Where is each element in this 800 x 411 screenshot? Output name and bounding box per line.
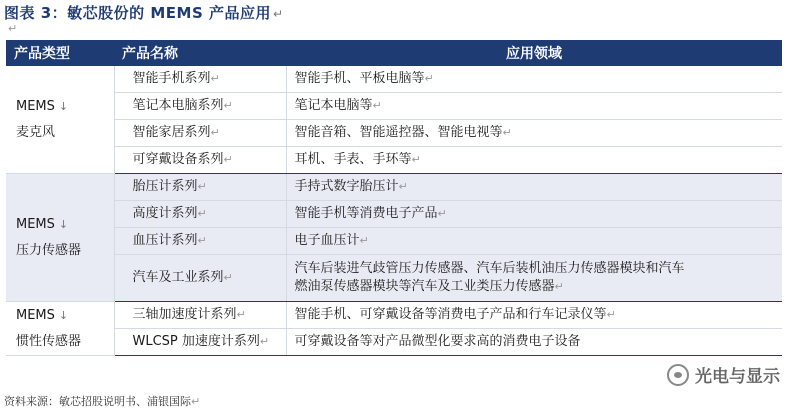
category-line1: MEMS bbox=[16, 307, 55, 323]
table-row bbox=[6, 93, 782, 120]
watermark bbox=[663, 360, 784, 389]
category-line1: MEMS bbox=[16, 216, 55, 232]
para-mark: ↓ bbox=[58, 217, 69, 231]
product-cell: 笔记本电脑系列↵ bbox=[114, 93, 286, 120]
page-title bbox=[4, 2, 284, 23]
product-cell: 智能家居系列↵ bbox=[114, 120, 286, 147]
table-row bbox=[6, 255, 782, 302]
product-cell: 胎压计系列↵ bbox=[114, 174, 286, 201]
para-mark: ↵ bbox=[8, 22, 18, 35]
product-cell: 三轴加速度计系列↵ bbox=[114, 302, 286, 329]
title-text: 图表 3：敏芯股份的 MEMS 产品应用 bbox=[4, 4, 272, 22]
application-cell: 智能手机等消费电子产品↵ bbox=[286, 201, 782, 228]
category-cell bbox=[6, 66, 114, 174]
table-row bbox=[6, 201, 782, 228]
table-header-row bbox=[6, 40, 782, 66]
header-product-type: 产品类型 bbox=[6, 40, 114, 66]
application-cell: 汽车后装进气歧管压力传感器、汽车后装机油压力传感器模块和汽车 燃油泵传感器模块等汽车及工业类压力传感器↵ bbox=[286, 255, 782, 302]
source-text: 资料来源：敏芯招股说明书、浦银国际 bbox=[4, 395, 191, 408]
table-row bbox=[6, 120, 782, 147]
category-line2: 惯性传感器 bbox=[16, 333, 82, 349]
product-cell: 高度计系列↵ bbox=[114, 201, 286, 228]
table-row bbox=[6, 228, 782, 255]
category-line2: 麦克风 bbox=[16, 124, 56, 140]
product-cell: 血压计系列↵ bbox=[114, 228, 286, 255]
application-cell: 可穿戴设备等对产品微型化要求高的消费电子设备 bbox=[286, 329, 782, 356]
application-cell: 智能音箱、智能遥控器、智能电视等↵ bbox=[286, 120, 782, 147]
product-cell: 智能手机系列↵ bbox=[114, 66, 286, 93]
category-cell bbox=[6, 302, 114, 356]
application-line: 燃油泵传感器模块等汽车及工业类压力传感器 bbox=[294, 279, 555, 294]
category-line2: 压力传感器 bbox=[16, 242, 82, 258]
category-line1: MEMS bbox=[16, 98, 55, 114]
header-application: 应用领域 bbox=[286, 40, 782, 66]
table-row bbox=[6, 174, 782, 201]
application-cell: 智能手机、可穿戴设备等消费电子产品和行车记录仪等↵ bbox=[286, 302, 782, 329]
product-table bbox=[6, 40, 782, 356]
header-product-name: 产品名称 bbox=[114, 40, 286, 66]
source-note: 资料来源：敏芯招股说明书、浦银国际↵ bbox=[4, 395, 201, 408]
application-cell: 电子血压计↵ bbox=[286, 228, 782, 255]
product-cell: 可穿戴设备系列↵ bbox=[114, 147, 286, 174]
application-cell: 手持式数字胎压计↵ bbox=[286, 174, 782, 201]
application-line: 汽车后装进气歧管压力传感器、汽车后装机油压力传感器模块和汽车 bbox=[294, 261, 685, 276]
product-cell: WLCSP 加速度计系列↵ bbox=[114, 329, 286, 356]
category-cell bbox=[6, 174, 114, 302]
application-cell: 智能手机、平板电脑等↵ bbox=[286, 66, 782, 93]
watermark-text: 光电与显示 bbox=[695, 367, 780, 387]
product-cell: 汽车及工业系列↵ bbox=[114, 255, 286, 302]
para-mark: ↓ bbox=[58, 308, 69, 322]
application-cell: 耳机、手表、手环等↵ bbox=[286, 147, 782, 174]
table-row bbox=[6, 66, 782, 93]
para-mark: ↵ bbox=[273, 7, 284, 21]
para-mark: ↓ bbox=[58, 99, 69, 113]
table-row bbox=[6, 329, 782, 356]
application-cell: 笔记本电脑等↵ bbox=[286, 93, 782, 120]
table-row bbox=[6, 147, 782, 174]
wechat-icon bbox=[667, 364, 689, 386]
table-row bbox=[6, 302, 782, 329]
